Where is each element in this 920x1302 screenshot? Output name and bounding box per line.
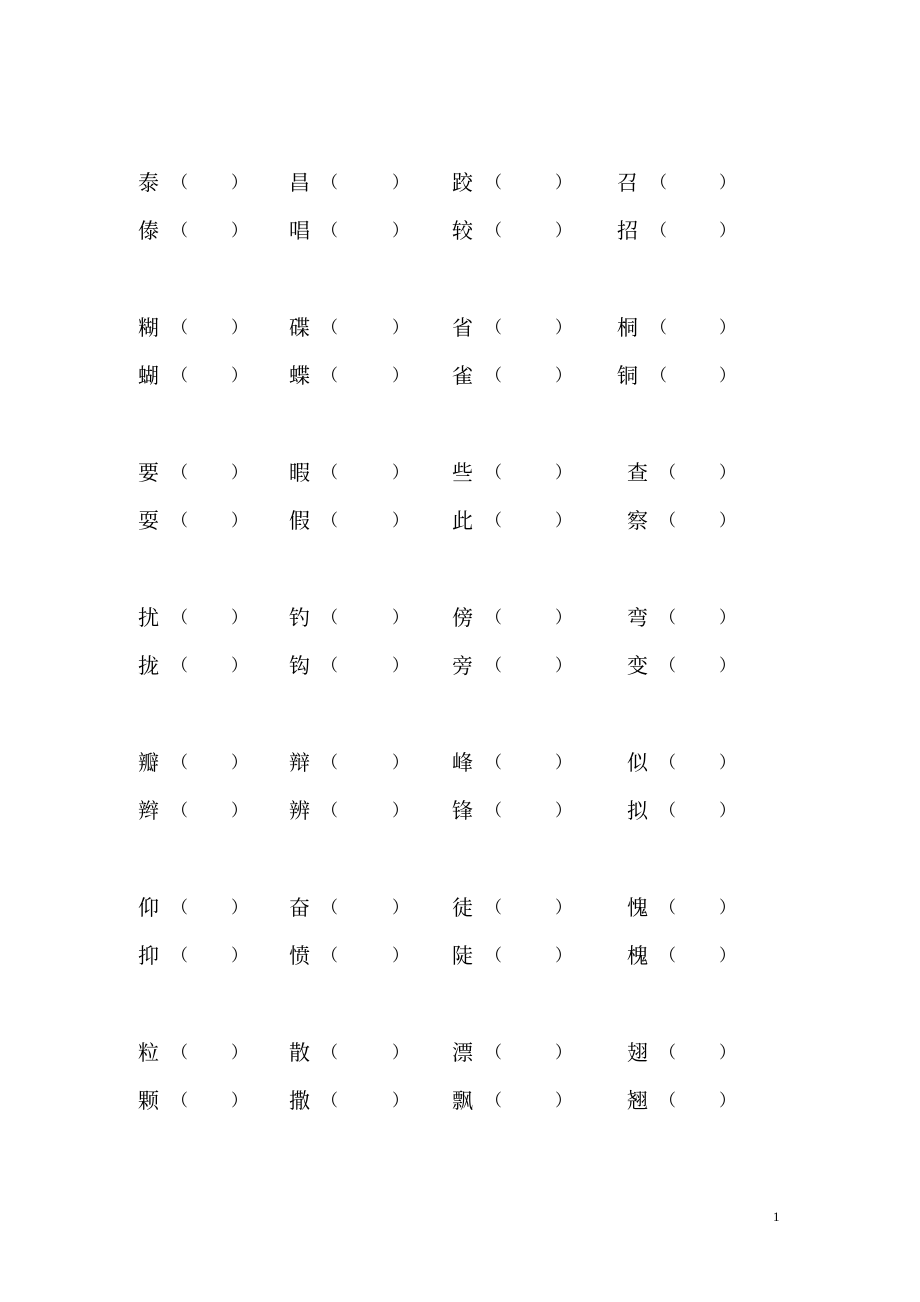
bracket-open: （ (171, 318, 188, 338)
bracket-close: ） (719, 366, 736, 386)
char-row (0, 748, 920, 778)
char-group (0, 168, 920, 268)
hanzi-char: 变 (627, 654, 648, 678)
hanzi-char: 些 (452, 461, 473, 485)
hanzi-char: 要 (138, 461, 159, 485)
hanzi-char: 拢 (138, 654, 159, 678)
bracket-close: ） (392, 1091, 409, 1111)
bracket-open: （ (321, 946, 338, 966)
hanzi-char: 拟 (627, 799, 648, 823)
hanzi-char: 桐 (617, 316, 638, 340)
bracket-close: ） (392, 801, 409, 821)
bracket-close: ） (231, 221, 248, 241)
bracket-open: （ (650, 366, 667, 386)
bracket-open: （ (171, 173, 188, 193)
hanzi-char: 此 (452, 509, 473, 533)
char-row (0, 651, 920, 681)
bracket-close: ） (719, 463, 736, 483)
hanzi-char: 昌 (289, 171, 310, 195)
hanzi-char: 翅 (627, 1041, 648, 1065)
hanzi-char: 飘 (452, 1089, 473, 1113)
bracket-open: （ (659, 656, 676, 676)
bracket-close: ） (555, 1043, 572, 1063)
hanzi-char: 招 (617, 219, 638, 243)
char-row (0, 458, 920, 488)
char-row (0, 603, 920, 633)
bracket-close: ） (231, 318, 248, 338)
bracket-open: （ (171, 463, 188, 483)
bracket-close: ） (555, 753, 572, 773)
bracket-close: ） (719, 1091, 736, 1111)
hanzi-char: 瓣 (138, 751, 159, 775)
bracket-close: ） (555, 463, 572, 483)
bracket-open: （ (171, 1043, 188, 1063)
char-group (0, 603, 920, 703)
hanzi-char: 奋 (289, 896, 310, 920)
bracket-open: （ (485, 753, 502, 773)
bracket-open: （ (321, 898, 338, 918)
bracket-open: （ (321, 511, 338, 531)
bracket-open: （ (659, 946, 676, 966)
bracket-close: ） (392, 656, 409, 676)
hanzi-char: 察 (627, 509, 648, 533)
hanzi-char: 蝶 (289, 364, 310, 388)
bracket-close: ） (392, 946, 409, 966)
bracket-open: （ (485, 608, 502, 628)
bracket-close: ） (555, 366, 572, 386)
hanzi-char: 傣 (138, 219, 159, 243)
bracket-open: （ (659, 608, 676, 628)
bracket-close: ） (231, 463, 248, 483)
hanzi-char: 假 (289, 509, 310, 533)
bracket-close: ） (392, 608, 409, 628)
hanzi-char: 散 (289, 1041, 310, 1065)
bracket-close: ） (719, 801, 736, 821)
bracket-open: （ (171, 608, 188, 628)
hanzi-char: 碟 (289, 316, 310, 340)
char-group (0, 458, 920, 558)
bracket-close: ） (231, 801, 248, 821)
page-number: 1 (773, 1209, 780, 1224)
bracket-close: ） (392, 1043, 409, 1063)
bracket-open: （ (171, 801, 188, 821)
bracket-close: ） (231, 366, 248, 386)
bracket-close: ） (719, 656, 736, 676)
char-row (0, 313, 920, 343)
hanzi-char: 似 (627, 751, 648, 775)
char-group (0, 893, 920, 993)
bracket-open: （ (485, 1043, 502, 1063)
hanzi-char: 颗 (138, 1089, 159, 1113)
hanzi-char: 召 (617, 171, 638, 195)
bracket-close: ） (719, 898, 736, 918)
bracket-open: （ (321, 1043, 338, 1063)
bracket-open: （ (321, 656, 338, 676)
bracket-open: （ (485, 898, 502, 918)
hanzi-char: 槐 (627, 944, 648, 968)
char-row (0, 1038, 920, 1068)
hanzi-char: 雀 (452, 364, 473, 388)
hanzi-char: 愧 (627, 896, 648, 920)
bracket-open: （ (171, 366, 188, 386)
bracket-close: ） (555, 801, 572, 821)
bracket-open: （ (321, 608, 338, 628)
bracket-open: （ (659, 511, 676, 531)
char-row (0, 893, 920, 923)
char-row (0, 216, 920, 246)
bracket-open: （ (485, 656, 502, 676)
bracket-close: ） (555, 221, 572, 241)
bracket-close: ） (231, 511, 248, 531)
hanzi-char: 徒 (452, 896, 473, 920)
bracket-open: （ (650, 318, 667, 338)
bracket-close: ） (392, 366, 409, 386)
hanzi-char: 旁 (452, 654, 473, 678)
bracket-open: （ (485, 511, 502, 531)
bracket-open: （ (659, 1043, 676, 1063)
hanzi-char: 钩 (289, 654, 310, 678)
bracket-close: ） (392, 318, 409, 338)
hanzi-char: 陡 (452, 944, 473, 968)
bracket-close: ） (555, 946, 572, 966)
bracket-close: ） (555, 318, 572, 338)
bracket-open: （ (485, 946, 502, 966)
bracket-open: （ (485, 318, 502, 338)
hanzi-char: 辫 (138, 799, 159, 823)
bracket-open: （ (659, 801, 676, 821)
hanzi-char: 暇 (289, 461, 310, 485)
hanzi-char: 辩 (289, 751, 310, 775)
bracket-open: （ (485, 801, 502, 821)
hanzi-char: 锋 (452, 799, 473, 823)
hanzi-char: 抑 (138, 944, 159, 968)
hanzi-char: 唱 (289, 219, 310, 243)
bracket-open: （ (171, 753, 188, 773)
hanzi-char: 钓 (289, 606, 310, 630)
bracket-close: ） (555, 1091, 572, 1111)
bracket-open: （ (171, 946, 188, 966)
hanzi-char: 耍 (138, 509, 159, 533)
bracket-open: （ (171, 898, 188, 918)
bracket-close: ） (719, 221, 736, 241)
bracket-close: ） (719, 318, 736, 338)
char-row (0, 941, 920, 971)
bracket-open: （ (321, 221, 338, 241)
char-group (0, 313, 920, 413)
hanzi-char: 粒 (138, 1041, 159, 1065)
bracket-open: （ (485, 463, 502, 483)
bracket-close: ） (231, 946, 248, 966)
bracket-close: ） (555, 898, 572, 918)
bracket-close: ） (719, 608, 736, 628)
hanzi-char: 较 (452, 219, 473, 243)
hanzi-char: 省 (452, 316, 473, 340)
bracket-close: ） (555, 511, 572, 531)
bracket-close: ） (392, 898, 409, 918)
bracket-close: ） (231, 173, 248, 193)
bracket-open: （ (485, 173, 502, 193)
bracket-close: ） (231, 656, 248, 676)
bracket-open: （ (321, 366, 338, 386)
bracket-open: （ (321, 801, 338, 821)
char-row (0, 506, 920, 536)
bracket-open: （ (321, 173, 338, 193)
bracket-close: ） (719, 753, 736, 773)
bracket-close: ） (555, 656, 572, 676)
hanzi-char: 泰 (138, 171, 159, 195)
bracket-open: （ (321, 1091, 338, 1111)
hanzi-char: 峰 (452, 751, 473, 775)
hanzi-char: 漂 (452, 1041, 473, 1065)
bracket-close: ） (231, 1091, 248, 1111)
hanzi-char: 翘 (627, 1089, 648, 1113)
bracket-open: （ (171, 656, 188, 676)
bracket-close: ） (719, 946, 736, 966)
bracket-close: ） (392, 173, 409, 193)
bracket-open: （ (171, 511, 188, 531)
hanzi-char: 铜 (617, 364, 638, 388)
bracket-open: （ (659, 463, 676, 483)
char-row (0, 168, 920, 198)
hanzi-char: 弯 (627, 606, 648, 630)
bracket-close: ） (231, 1043, 248, 1063)
bracket-open: （ (650, 221, 667, 241)
char-group (0, 748, 920, 848)
hanzi-char: 辨 (289, 799, 310, 823)
hanzi-char: 查 (627, 461, 648, 485)
bracket-open: （ (659, 898, 676, 918)
bracket-close: ） (392, 753, 409, 773)
bracket-open: （ (171, 1091, 188, 1111)
bracket-close: ） (719, 1043, 736, 1063)
hanzi-char: 仰 (138, 896, 159, 920)
bracket-close: ） (392, 463, 409, 483)
hanzi-char: 跤 (452, 171, 473, 195)
bracket-close: ） (231, 608, 248, 628)
bracket-close: ） (719, 511, 736, 531)
bracket-open: （ (321, 753, 338, 773)
bracket-open: （ (485, 366, 502, 386)
hanzi-char: 糊 (138, 316, 159, 340)
bracket-open: （ (321, 463, 338, 483)
char-row (0, 361, 920, 391)
hanzi-char: 撒 (289, 1089, 310, 1113)
bracket-close: ） (231, 898, 248, 918)
hanzi-char: 愤 (289, 944, 310, 968)
hanzi-char: 傍 (452, 606, 473, 630)
bracket-open: （ (650, 173, 667, 193)
bracket-close: ） (719, 173, 736, 193)
char-row (0, 796, 920, 826)
bracket-close: ） (555, 608, 572, 628)
hanzi-char: 扰 (138, 606, 159, 630)
bracket-open: （ (485, 1091, 502, 1111)
hanzi-char: 蝴 (138, 364, 159, 388)
bracket-open: （ (659, 1091, 676, 1111)
bracket-close: ） (392, 511, 409, 531)
bracket-open: （ (485, 221, 502, 241)
char-row (0, 1086, 920, 1116)
bracket-open: （ (659, 753, 676, 773)
bracket-close: ） (555, 173, 572, 193)
char-group (0, 1038, 920, 1138)
bracket-open: （ (321, 318, 338, 338)
bracket-close: ） (392, 221, 409, 241)
bracket-close: ） (231, 753, 248, 773)
bracket-open: （ (171, 221, 188, 241)
